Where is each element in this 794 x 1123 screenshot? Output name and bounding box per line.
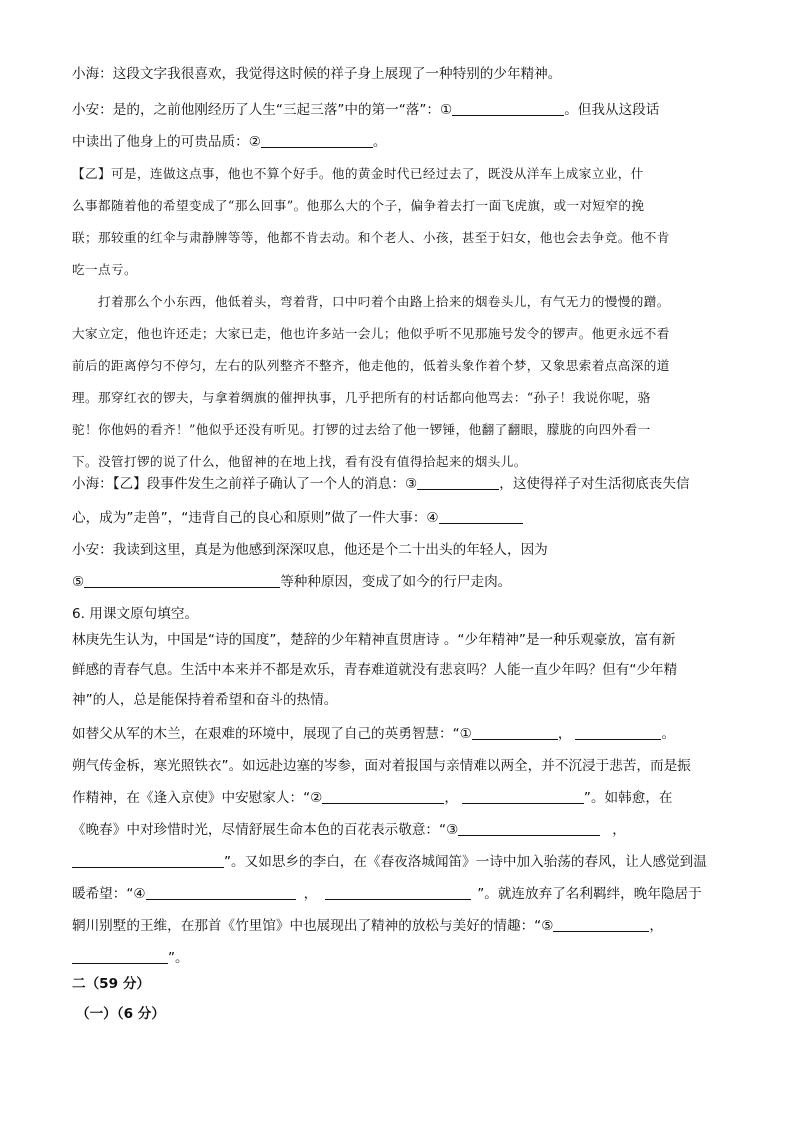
question-line xyxy=(72,788,673,808)
passage-line: 前后的距离停匀不停匀，左右的队列整齐不整齐，他走他的，低着头象作着个梦，又象思索着点高深的道 xyxy=(72,358,670,373)
question-text: 作精神，在《逢入京使》中安慰家人：“② xyxy=(72,790,323,806)
question-text: 《晚春》中对珍惜时光，尽情舒展生命本色的百花表示敬意：“③ xyxy=(72,822,459,838)
passage-line: 吃一点亏。 xyxy=(72,262,137,277)
question-text: ， xyxy=(557,726,572,742)
poem-blank-2b[interactable] xyxy=(462,789,584,804)
passage-line: 么事都随着他的希望变成了“那么回事”。他那么大的个子，偏争着去打一面飞虎旗，或一对短窄的挽 xyxy=(72,198,645,213)
poem-blank-3b[interactable] xyxy=(72,853,224,868)
question-title: 6. 用课文原句填空。 xyxy=(72,606,199,622)
dialogue-text: 小海：【乙】段事件发生之前祥子确认了一个人的消息：③ xyxy=(72,476,418,492)
question-line xyxy=(72,884,702,904)
answer-blank-1[interactable] xyxy=(452,101,564,116)
dialogue-line xyxy=(72,572,511,592)
question-line: 神”的人，总是能保持着希望和奋斗的热情。 xyxy=(72,692,338,708)
question-text: ”。 xyxy=(168,950,189,966)
dialogue-text: ⑤ xyxy=(72,574,85,590)
poem-blank-4a[interactable] xyxy=(146,885,296,900)
answer-blank-2[interactable] xyxy=(261,133,373,148)
question-line xyxy=(72,724,675,744)
passage-line: 驼！你他妈的看齐！”他似乎还没有听见。打锣的过去给了他一锣锤，他翻了翻眼，朦胧的向四外看一 xyxy=(72,422,651,437)
dialogue-line xyxy=(72,508,523,528)
question-text: ， xyxy=(612,822,626,838)
question-text: 。 xyxy=(661,726,676,742)
answer-blank-3[interactable] xyxy=(417,475,499,490)
passage-line: 理。那穿红衣的锣夫，与拿着绸旗的催押执事，几乎把所有的村话都向他骂去：“孙子！我说你呢，骆 xyxy=(72,390,651,405)
passage-line: 联；那较重的红伞与肃静牌等等，他都不肯去动。和个老人、小孩，甚至于妇女，他也会去争竞。他不肯 xyxy=(72,230,670,245)
passage-line: 下。没管打锣的说了什么，他留神的在地上找，看有没有值得拾起来的烟头儿。 xyxy=(72,454,527,469)
dialogue-line: 小安：我读到这里，真是为他感到深深叹息，他还是个二十出头的年轻人，因为 xyxy=(72,542,548,558)
subsection-heading: （一）（6 分） xyxy=(76,1006,165,1022)
question-text: 暖希望：“④ xyxy=(72,886,146,902)
dialogue-text: 等种种原因，变成了如今的行尸走肉。 xyxy=(280,574,512,590)
poem-blank-5b[interactable] xyxy=(72,949,168,964)
question-line: 鲜感的青春气息。生活中本来并不都是欢乐，青春难道就没有悲哀吗？人能一直少年吗？但有“少年精 xyxy=(72,662,678,678)
question-text: 如替父从军的木兰，在艰难的环境中，展现了自己的英勇智慧：“① xyxy=(72,726,472,742)
section-heading: 二（59 分） xyxy=(72,976,151,992)
question-text: ”。就连放弃了名利羁绊，晚年隐居于 xyxy=(477,886,702,902)
poem-blank-3a[interactable] xyxy=(458,821,600,836)
poem-blank-1b[interactable] xyxy=(575,725,661,740)
passage-line: 大家立定，他也许还走；大家已走，他也许多站一会儿；他似乎听不见那施号发令的锣声。他更永远不看 xyxy=(72,326,670,341)
dialogue-text: 小安：是的，之前他刚经历了人生“三起三落”中的第一“落”：① xyxy=(72,102,453,118)
passage-line: 打着那么个小东西，他低着头，弯着背，口中叼着个由路上拾来的烟卷头儿，有气无力的慢慢的蹭。 xyxy=(98,294,670,309)
dialogue-line: 小海：这段文字我很喜欢，我觉得这时候的祥子身上展现了一种特别的少年精神。 xyxy=(72,66,562,82)
poem-blank-4b[interactable] xyxy=(325,885,471,900)
answer-blank-4[interactable] xyxy=(439,509,523,524)
poem-blank-5a[interactable] xyxy=(553,917,649,932)
passage-line: 【乙】可是，连做这点事，他也不算个好手。他的黄金时代已经过去了，既没从洋车上成家立业，什 xyxy=(72,166,644,181)
question-line xyxy=(72,916,663,936)
dialogue-line xyxy=(72,100,659,120)
question-text: 辋川别墅的王维，在那首《竹里馆》中也展现出了精神的放松与美好的情趣：“⑤ xyxy=(72,918,554,934)
question-line: 朔气传金柝，寒光照铁衣”。如远赴边塞的岑参，面对着报国与亲情难以两全，并不沉浸于悲苦，而是振 xyxy=(72,758,691,774)
question-text: ， xyxy=(303,886,318,902)
dialogue-line xyxy=(72,474,690,494)
question-text: ， xyxy=(444,790,458,806)
answer-blank-5[interactable] xyxy=(84,573,280,588)
question-text: ”。又如思乡的李白，在《春夜洛城闻笛》一诗中加入骀荡的春风，让人感觉到温 xyxy=(224,854,707,870)
poem-blank-2a[interactable] xyxy=(322,789,444,804)
question-line xyxy=(72,820,626,840)
question-text: ， xyxy=(649,918,664,934)
dialogue-text: ，这使得祥子对生活彻底丧失信 xyxy=(499,476,690,492)
dialogue-text: 中读出了他身上的可贵品质：② xyxy=(72,134,261,150)
question-text: ”。如韩愈，在 xyxy=(583,790,673,806)
dialogue-line xyxy=(72,132,387,152)
dialogue-text: 心，成为”走兽”，“违背自己的良心和原则”做了一件大事：④ xyxy=(72,510,439,526)
question-line xyxy=(72,948,189,968)
question-line: 林庚先生认为，中国是“诗的国度”，楚辞的少年精神直贯唐诗 。“少年精神”是一种乐观豪放，富有新 xyxy=(72,632,676,648)
dialogue-text: 。 xyxy=(372,134,387,150)
question-line xyxy=(72,852,707,872)
poem-blank-1a[interactable] xyxy=(472,725,558,740)
dialogue-text: 。但我从这段话 xyxy=(564,102,660,118)
